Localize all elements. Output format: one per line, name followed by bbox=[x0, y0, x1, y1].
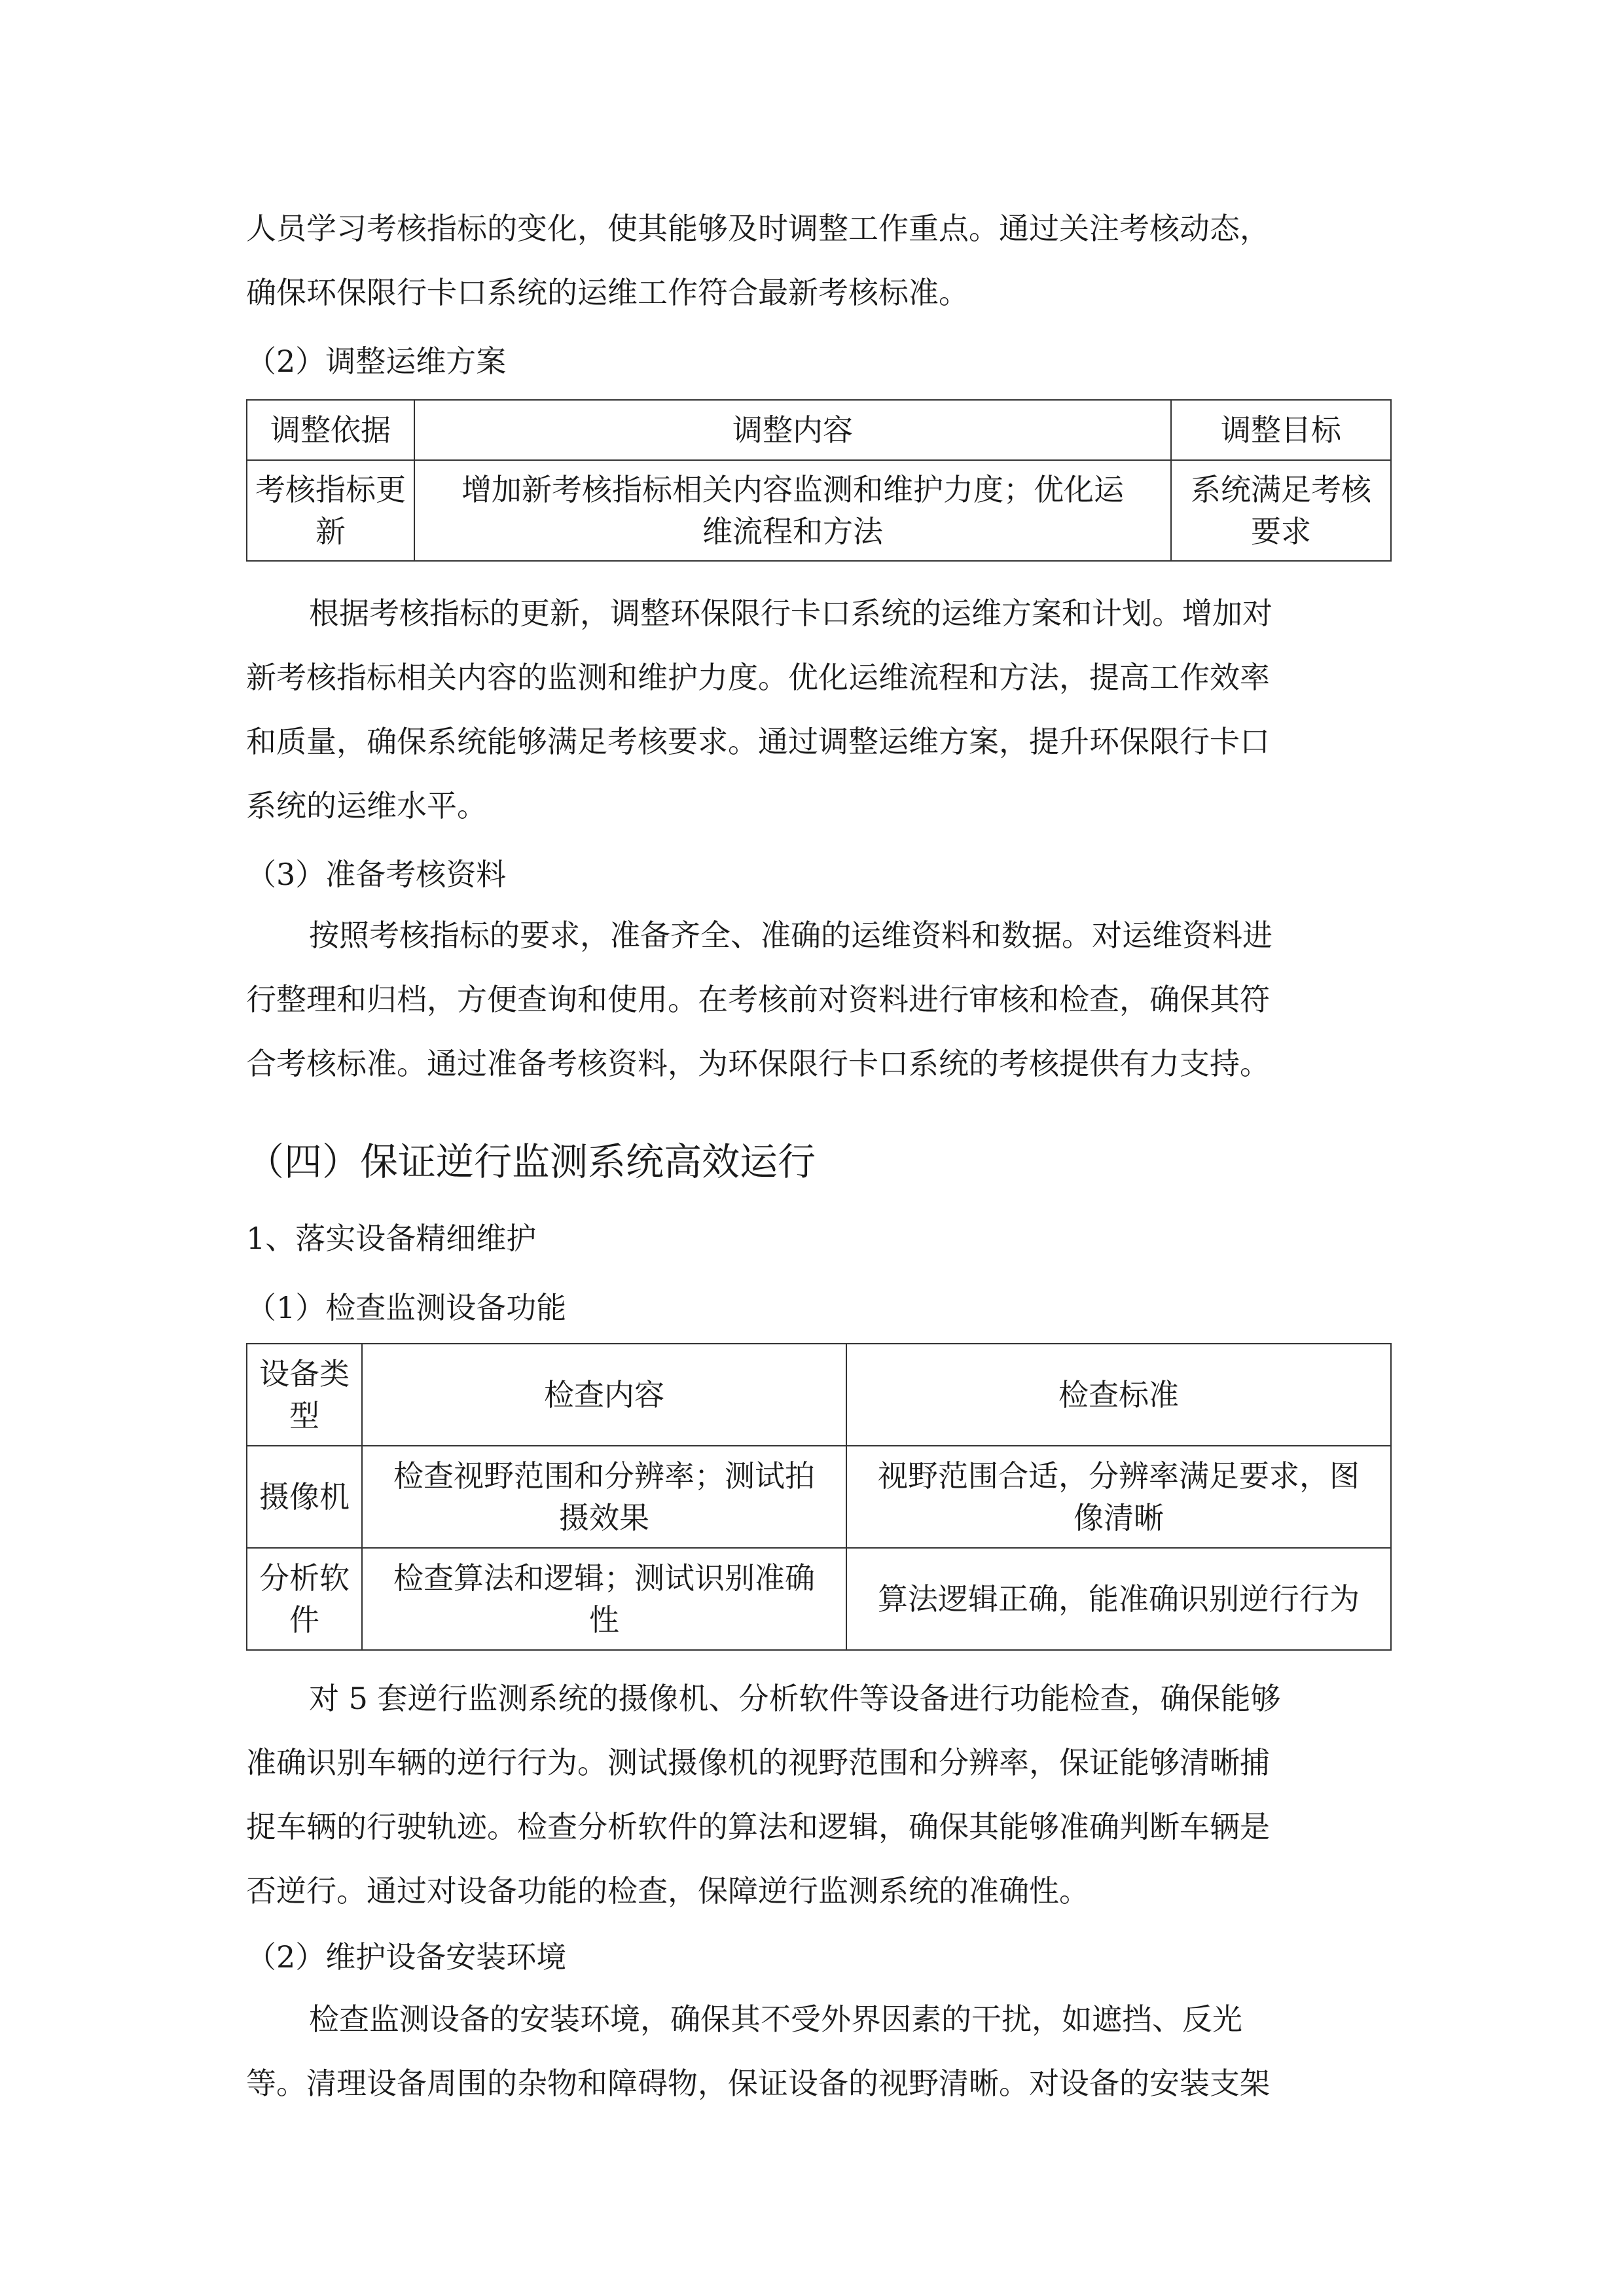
cell-line: 性 bbox=[589, 1602, 619, 1638]
text-line: 和质量，确保系统能够满足考核要求。通过调整运维方案，提升环保限行卡口 bbox=[246, 724, 1270, 759]
text-line: 确保环保限行卡口系统的运维工作符合最新考核标准。 bbox=[246, 275, 969, 310]
cell-line: 新 bbox=[316, 514, 346, 549]
text-line: 新考核指标相关内容的监测和维护力度。优化运维流程和方法，提高工作效率 bbox=[246, 660, 1270, 695]
text-line: 合考核标准。通过准备考核资料，为环保限行卡口系统的考核提供有力支持。 bbox=[246, 1046, 1270, 1081]
header-cell: 检查内容 bbox=[362, 1344, 846, 1446]
table-row bbox=[247, 460, 1391, 561]
cell-line: 型 bbox=[289, 1398, 319, 1433]
section-heading-prepare-materials: （3）准备考核资料 bbox=[246, 857, 507, 892]
table-cell bbox=[414, 460, 1171, 561]
cell-line: 增加新考核指标相关内容监测和维护力度；优化运 bbox=[461, 472, 1124, 507]
table-row bbox=[247, 1446, 1391, 1548]
adjust-plan-paragraph bbox=[246, 581, 1390, 838]
table-cell bbox=[247, 460, 414, 561]
text-line: 等。清理设备周围的杂物和障碍物，保证设备的视野清晰。对设备的安装支架 bbox=[246, 2066, 1270, 2101]
maintain-environment-paragraph bbox=[246, 1987, 1390, 2115]
table-row bbox=[247, 1548, 1391, 1650]
check-function-table bbox=[246, 1343, 1392, 1651]
table-cell bbox=[1171, 460, 1391, 561]
cell-line: 系统满足考核 bbox=[1191, 472, 1371, 507]
text-line: 系统的运维水平。 bbox=[246, 788, 487, 823]
cell-line: 设备类 bbox=[259, 1356, 350, 1391]
table-cell bbox=[846, 1548, 1391, 1650]
cell-line: 算法逻辑正确，能准确识别逆行行为 bbox=[878, 1581, 1360, 1617]
cell-line: 检查算法和逻辑；测试识别准确 bbox=[393, 1560, 815, 1596]
table-cell bbox=[247, 1548, 362, 1650]
cell-line: 检查视野范围和分辨率；测试拍 bbox=[393, 1458, 815, 1494]
cell-line: 分析软 bbox=[259, 1560, 350, 1596]
text-line: 对 5 套逆行监测系统的摄像机、分析软件等设备进行功能检查，确保能够 bbox=[309, 1681, 1281, 1716]
header-cell: 检查标准 bbox=[846, 1344, 1391, 1446]
table-header-row bbox=[247, 1344, 1391, 1446]
cell-line: 件 bbox=[289, 1602, 319, 1638]
header-cell: 调整内容 bbox=[414, 400, 1171, 460]
section-heading-check-function: （1）检查监测设备功能 bbox=[246, 1290, 567, 1325]
cell-line: 要求 bbox=[1251, 514, 1311, 549]
cell-line: 像清晰 bbox=[1074, 1500, 1164, 1535]
text-line: 捉车辆的行驶轨迹。检查分析软件的算法和逻辑，确保其能够准确判断车辆是 bbox=[246, 1809, 1270, 1844]
text-line: 按照考核指标的要求，准备齐全、准确的运维资料和数据。对运维资料进 bbox=[309, 918, 1272, 953]
adjust-plan-table bbox=[246, 399, 1392, 562]
table-cell bbox=[846, 1446, 1391, 1548]
text-line: 人员学习考核指标的变化，使其能够及时调整工作重点。通过关注考核动态， bbox=[246, 211, 1270, 246]
table-cell bbox=[362, 1548, 846, 1650]
cell-line: 摄效果 bbox=[559, 1500, 649, 1535]
text-line: 行整理和归档，方便查询和使用。在考核前对资料进行审核和检查，确保其符 bbox=[246, 982, 1270, 1017]
intro-paragraph bbox=[246, 196, 1390, 325]
header-cell bbox=[247, 1344, 362, 1446]
section-heading-adjust-plan: （2）调整运维方案 bbox=[246, 344, 507, 379]
text-line: 根据考核指标的更新，调整环保限行卡口系统的运维方案和计划。增加对 bbox=[309, 596, 1272, 631]
header-cell: 调整依据 bbox=[247, 400, 414, 460]
cell-line: 维流程和方法 bbox=[702, 514, 883, 549]
text-line: 准确识别车辆的逆行行为。测试摄像机的视野范围和分辨率，保证能够清晰捕 bbox=[246, 1745, 1270, 1780]
cell-line: 视野范围合适，分辨率满足要求，图 bbox=[878, 1458, 1360, 1494]
cell-line: 摄像机 bbox=[259, 1479, 350, 1515]
text-line: 否逆行。通过对设备功能的检查，保障逆行监测系统的准确性。 bbox=[246, 1873, 1089, 1909]
check-function-paragraph bbox=[246, 1666, 1390, 1923]
table-cell bbox=[247, 1446, 362, 1548]
table-cell bbox=[362, 1446, 846, 1548]
item-heading: 1、落实设备精细维护 bbox=[246, 1221, 537, 1256]
chapter-heading: （四）保证逆行监测系统高效运行 bbox=[246, 1139, 816, 1184]
cell-line: 考核指标更 bbox=[255, 472, 406, 507]
header-cell: 调整目标 bbox=[1171, 400, 1391, 460]
table-header-row bbox=[247, 400, 1391, 460]
prepare-materials-paragraph bbox=[246, 903, 1390, 1096]
text-line: 检查监测设备的安装环境，确保其不受外界因素的干扰，如遮挡、反光 bbox=[309, 2001, 1242, 2037]
section-heading-maintain-environment: （2）维护设备安装环境 bbox=[246, 1939, 567, 1975]
